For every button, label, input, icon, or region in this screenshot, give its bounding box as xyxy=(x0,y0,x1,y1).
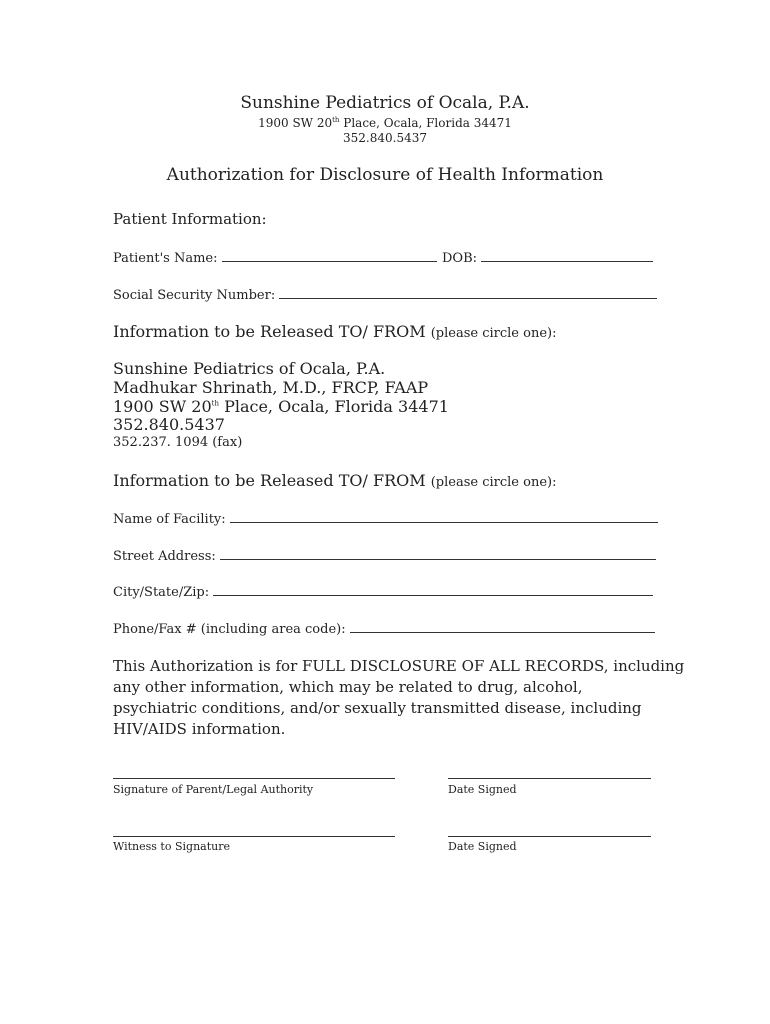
date-signed-line-1[interactable] xyxy=(448,778,651,779)
authorization-line: HIV/AIDS information. xyxy=(113,720,286,738)
dob-row xyxy=(442,249,653,266)
patient-name-label: Patient's Name: xyxy=(113,251,218,266)
release-2-heading: Information to be Released TO/ FROM xyxy=(113,471,426,490)
parent-signature-label: Signature of Parent/Legal Authority xyxy=(113,783,314,796)
date-signed-line-2[interactable] xyxy=(448,836,651,837)
phone-fax-field[interactable] xyxy=(350,620,655,633)
practice-address: 1900 SW 20th Place, Ocala, Florida 34471 xyxy=(258,116,512,130)
dob-label: DOB: xyxy=(442,251,478,266)
city-label: City/State/Zip: xyxy=(113,585,210,600)
practice-name: Sunshine Pediatrics of Ocala, P.A. xyxy=(240,93,530,113)
date-signed-label-1: Date Signed xyxy=(448,783,517,796)
release-1-heading: Information to be Released TO/ FROM xyxy=(113,322,426,341)
authorization-line: This Authorization is for FULL DISCLOSURE OF ALL RECORDS, including xyxy=(113,657,685,675)
release-1-fax: 352.237. 1094 (fax) xyxy=(113,435,243,450)
facility-label: Name of Facility: xyxy=(113,512,226,527)
street-label: Street Address: xyxy=(113,549,216,564)
release-2-heading-row xyxy=(113,471,556,490)
date-signed-label-2: Date Signed xyxy=(448,840,517,853)
release-1-phone: 352.840.5437 xyxy=(113,415,225,434)
street-field[interactable] xyxy=(220,547,656,560)
authorization-line: any other information, which may be related to drug, alcohol, xyxy=(113,678,583,696)
release-1-note: (please circle one): xyxy=(430,326,557,341)
release-1-address: 1900 SW 20th Place, Ocala, Florida 34471 xyxy=(113,397,449,416)
authorization-paragraph xyxy=(113,656,685,740)
release-1-heading-row xyxy=(113,322,556,341)
authorization-line: psychiatric conditions, and/or sexually transmitted disease, including xyxy=(113,699,642,717)
city-row xyxy=(113,583,653,600)
street-row xyxy=(113,547,656,564)
release-2-note: (please circle one): xyxy=(430,475,557,490)
parent-signature-line[interactable] xyxy=(113,778,395,779)
release-1-line-practice: Sunshine Pediatrics of Ocala, P.A. xyxy=(113,359,386,378)
ssn-row xyxy=(113,286,657,303)
dob-field[interactable] xyxy=(481,249,653,262)
patient-name-field[interactable] xyxy=(222,249,437,262)
form-title: Authorization for Disclosure of Health Information xyxy=(166,165,604,185)
facility-field[interactable] xyxy=(230,510,658,523)
patient-name-row xyxy=(113,249,437,266)
release-1-line-doctor: Madhukar Shrinath, M.D., FRCP, FAAP xyxy=(113,378,429,397)
witness-signature-label: Witness to Signature xyxy=(113,840,230,853)
facility-row xyxy=(113,510,658,527)
ssn-field[interactable] xyxy=(279,286,657,299)
city-field[interactable] xyxy=(213,583,653,596)
phone-fax-label: Phone/Fax # (including area code): xyxy=(113,622,346,637)
phone-fax-row xyxy=(113,620,655,637)
practice-phone: 352.840.5437 xyxy=(343,131,427,145)
witness-signature-line[interactable] xyxy=(113,836,395,837)
patient-info-heading: Patient Information: xyxy=(113,210,267,228)
ssn-label: Social Security Number: xyxy=(113,288,276,303)
